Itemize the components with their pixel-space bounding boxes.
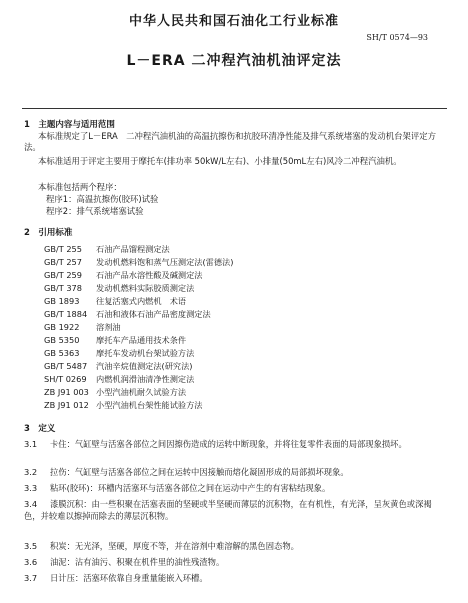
reference-item: GB/T 257 发动机燃料饱和蒸气压测定法(雷德法) [44, 257, 234, 267]
procedure-1: 程序1：高温抗擦伤(胶环)试验 [46, 194, 159, 204]
reference-item: GB/T 378 发动机燃料实际胶质测定法 [44, 283, 195, 293]
reference-item: SH/T 0269 内燃机润滑油清净性测定法 [44, 374, 195, 384]
reference-item: GB 1893 往复活塞式内燃机 术语 [44, 296, 187, 306]
standard-header-title: 中华人民共和国石油化工行业标准 [128, 14, 339, 29]
reference-item: GB/T 255 石油产品馏程测定法 [44, 244, 170, 254]
section-1-para-1: 本标准规定了L－ERA 二冲程汽油机油的高温抗擦伤和抗胶环清净性能及排气系统堵塞的发动机台架评定方法。 [24, 131, 437, 152]
section-1-para-2: 本标准适用于评定主要用于摩托车(排功率 50kW/L左右)、小排量(50mL左右)风冷二冲程汽油机。 [38, 156, 402, 166]
section-3-heading: 3 定义 [24, 424, 56, 434]
standard-code: SH/T 0574—93 [366, 33, 428, 42]
reference-item: ZB J91 012 小型汽油机台架性能试验方法 [44, 400, 203, 410]
reference-item: GB/T 259 石油产品水溶性酸及碱测定法 [44, 270, 203, 280]
definition-item: 3.3 粘环(胶环)：环槽内活塞环与活塞各部位之间在运动中产生的有害粘结现象。 [24, 483, 331, 493]
definition-item: 3.1 卡住：气缸壁与活塞各部位之间因擦伤造成的运转中断现象，并将往复零件表面的局部现象损坏。 [24, 439, 407, 449]
reference-item: ZB J91 003 小型汽油机耐久试验方法 [44, 387, 187, 397]
procedure-2: 程序2：排气系统堵塞试验 [46, 206, 144, 216]
definition-item: 3.2 拉伤：气缸壁与活塞各部位之间在运转中因接触而熔化凝固形成的局部损坏现象。 [24, 467, 349, 477]
section-2-heading: 2 引用标准 [24, 228, 73, 238]
reference-item: GB/T 5487 汽油辛烷值测定法(研究法) [44, 361, 193, 371]
definition-item: 3.4 漆膜沉积：由一些积聚在活塞表面的坚硬或半坚硬而薄层的沉积物，在有机性，有光泽，呈灰黄色或深褐色，并较难以擦掉而除去的薄层沉积物。 [24, 499, 432, 521]
reference-item: GB 5363 摩托车发动机台架试验方法 [44, 348, 195, 358]
definition-item: 3.7 日计压：活塞环依靠自身重量能嵌入环槽。 [24, 573, 208, 583]
section-1-heading: 1 主题内容与适用范围 [24, 120, 115, 130]
reference-item: GB/T 1884 石油和液体石油产品密度测定法 [44, 309, 211, 319]
definition-item: 3.5 积炭：无光泽，坚硬，厚度不等，并在溶剂中难溶解的黑色固态物。 [24, 541, 299, 551]
definition-item: 3.6 油泥：沾有油污、积聚在机件里的油性残渣物。 [24, 557, 225, 567]
header-rule [22, 108, 447, 109]
reference-item: GB 5350 摩托车产品通用技术条件 [44, 335, 187, 345]
reference-item: GB 1922 溶剂油 [44, 322, 121, 332]
document-title: L－ERA 二冲程汽油机油评定法 [126, 53, 342, 69]
section-1-para-3: 本标准包括两个程序： [38, 182, 122, 192]
